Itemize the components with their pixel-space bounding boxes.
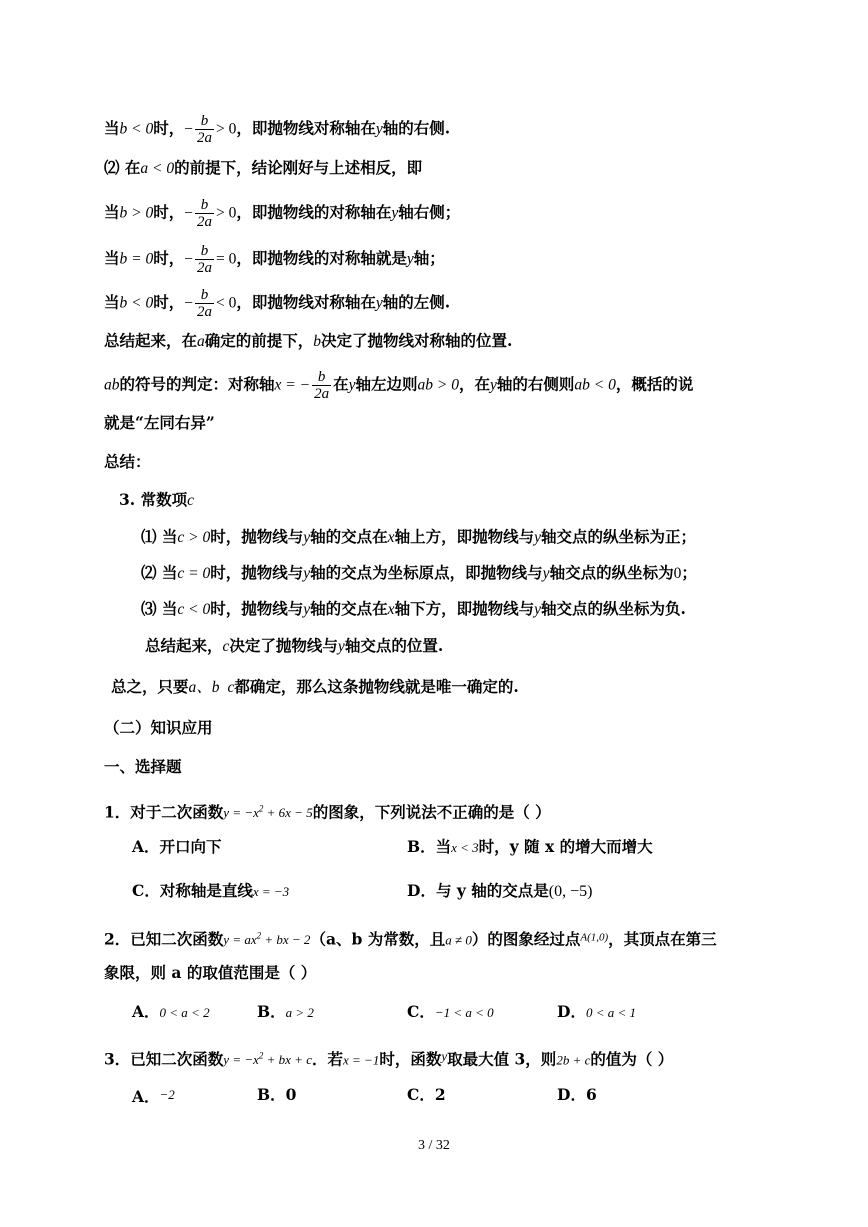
text: ⑴ 当 [141,527,178,546]
heading-constant-term [119,489,194,512]
text: 2．已知二次函数 [104,929,224,949]
line-summary-label [104,451,151,473]
q2-option-c[interactable] [407,1001,494,1024]
q3-option-b[interactable] [257,1084,296,1106]
option-label: D． [557,1002,586,1021]
text: ，即抛物线的对称轴就是 [236,248,407,268]
q1-option-c[interactable] [132,880,289,903]
math-part: + bx + c [263,1052,312,1068]
math-c: c [187,492,194,509]
math-condition: b > 0 [119,204,154,222]
text: 时，抛物线与 [210,599,304,618]
math-value: −2 [159,1087,175,1102]
text: 决定了抛物线对称轴的位置. [321,331,513,350]
math-function [223,932,310,947]
math-minus: − [184,204,193,222]
math-exponent: 2 [258,1051,264,1061]
fraction-denominator: 2a [314,386,330,402]
option-label: A． [132,1002,160,1021]
q2-option-b[interactable] [257,1001,314,1024]
math-condition: ab < 0 [574,376,616,394]
fraction-numerator: b [200,113,209,129]
text: 的符号的判定：对称轴 [119,374,275,394]
math-y: y [337,638,345,655]
text: ，即抛物线对称轴在 [236,118,376,138]
math-minus: − [184,294,193,312]
fraction-numerator: b [200,243,209,259]
line-summary-b [104,330,512,353]
math-y: y [542,565,550,582]
text: 的图象，下列说法不正确的是（ ） [312,802,551,822]
line-c-negative [141,598,686,621]
option-label: A． [132,1087,160,1106]
math-minus: − [184,120,193,138]
math-condition: a ≠ 0 [445,932,472,948]
fraction-denominator: 2a [197,260,212,276]
text: ）的图象经过点 [471,929,581,949]
q1-option-b[interactable] [407,836,653,859]
q2-option-d[interactable] [557,1001,636,1024]
math-exponent: 2 [256,931,262,941]
math-c: c [222,638,230,655]
text: 轴的右侧. [382,118,451,138]
text: 总结起来， [145,636,223,655]
math-condition: x < 3 [451,840,479,855]
text: 轴交点的位置. [344,636,444,655]
math-expression: 2b + c [556,1052,591,1068]
option-label: B． [257,1002,286,1021]
math-y: y [391,204,399,222]
math-condition: c = 0 [177,565,211,582]
text: 决定了抛物线与 [229,636,338,655]
section-heading-multiple-choice [104,756,182,778]
math-condition: b < 0 [119,120,154,138]
math-point: (0, −5) [548,883,593,900]
text: 轴上方，即抛物线与 [394,527,535,546]
math-y: y [303,565,311,582]
question-2-stem [104,925,717,951]
math-y: y [406,250,414,268]
text: 象限，则 a 的取值范围是（ ） [104,963,317,982]
text: （a、b 为常数，且 [310,929,446,949]
text: 1．对于二次函数 [104,802,224,822]
fraction [195,243,214,276]
text: 就是“左同右异” [104,413,215,432]
line-b-negative-a-negative [104,287,450,320]
text: 在 [333,374,349,394]
math-equation: x = −3 [252,884,290,899]
fraction [312,369,331,402]
text: 当 [104,202,120,222]
math-range: 0 < a < 1 [585,1005,636,1020]
text: ，即抛物线的对称轴在 [236,202,392,222]
text: 时， [153,202,185,222]
text: 时，函数 [379,1049,442,1069]
text: 总之，只要 [111,677,189,696]
math-part: y = ax [223,932,257,948]
q3-option-d[interactable] [557,1084,597,1106]
text: ，在 [458,374,490,394]
math-part: + bx − 2 [261,932,311,948]
math-range: −1 < a < 0 [434,1005,494,1020]
math-relation: > 0 [216,120,237,138]
line-left-same-right-different [104,412,215,434]
text: 的前提下，结论刚好与上述相反，即 [174,158,423,177]
math-zero: 0 [673,565,682,582]
math-range: a > 2 [285,1005,314,1020]
math-condition: x = −1 [343,1052,380,1068]
option-text: 时，y 随 x 的增大而增大 [478,837,653,856]
math-condition: ab > 0 [417,376,459,394]
text: （二）知识应用 [104,718,213,737]
math-condition: c < 0 [177,601,211,618]
text: 当 [104,292,120,312]
text: 轴左边则 [355,374,418,394]
text: 当 [104,118,120,138]
line-b-zero [104,243,445,276]
option-text: D．与 y 轴的交点是 [407,881,549,900]
option-text: C．对称轴是直线 [132,881,253,900]
line-c-positive [141,526,696,549]
math-range: 0 < a < 2 [159,1005,210,1020]
text: 一、选择题 [104,757,182,776]
text: 轴下方，即抛物线与 [394,599,535,618]
text: 总结： [104,452,151,471]
text: ．若 [311,1049,343,1069]
math-axis-equation: x = − [274,376,311,394]
math-x: x [387,529,395,546]
math-y: y [375,294,383,312]
fraction-numerator: b [317,369,326,385]
text: 轴的右侧则 [496,374,575,394]
line-summary-c [145,635,443,658]
text: 确定的前提下， [204,331,314,350]
fraction [195,113,214,146]
text: ，其顶点在第三 [608,929,717,949]
section-heading-application [104,717,213,739]
text: ⑵ 在 [104,158,141,177]
fraction-numerator: b [200,287,209,303]
math-condition: a < 0 [140,160,175,177]
text: ⑶ 当 [141,599,178,618]
text: 轴交点的纵坐标为 [549,563,674,582]
math-part: y = −x [223,1052,259,1068]
fraction-numerator: b [200,197,209,213]
math-y: y [375,120,383,138]
math-part: y = −x [223,805,259,821]
math-a: a [197,333,205,350]
text: 时， [153,118,185,138]
text: 轴的交点在 [310,599,388,618]
math-ab: ab [104,376,120,394]
math-minus: − [184,250,193,268]
line-c-zero [141,562,697,585]
fraction [195,197,214,230]
text: 轴交点的纵坐标为正； [540,527,696,546]
text: 轴的交点在 [310,527,388,546]
q3-option-a[interactable] [132,1084,175,1108]
text: 时，抛物线与 [210,563,304,582]
text: 时， [153,248,185,268]
option-text: D．6 [557,1085,597,1104]
math-point: A(1,0) [580,931,609,944]
text: 轴右侧； [398,202,461,222]
math-relation: < 0 [216,294,237,312]
math-y: y [441,1048,448,1064]
math-x: x [387,601,395,618]
text: 时， [153,292,185,312]
text: 都确定，那么这条抛物线就是唯一确定的. [234,677,519,696]
text: 轴； [413,248,445,268]
math-b: b [313,333,322,350]
math-condition: b < 0 [119,294,154,312]
text: ； [681,563,697,582]
q2-option-a[interactable] [132,1001,210,1024]
math-c: c [227,679,235,696]
math-function [223,805,312,820]
fraction-denominator: 2a [197,214,212,230]
text: 轴的交点为坐标原点，即抛物线与 [310,563,543,582]
text: 总结起来，在 [104,331,198,350]
text: ⑵ 当 [141,563,178,582]
question-3-stem [104,1045,673,1071]
question-1-stem [104,798,551,824]
text: ，概括的说 [615,374,694,394]
text: 的值为（ ） [590,1049,674,1069]
math-y: y [303,601,311,618]
text: 取最大值 3，则 [447,1049,557,1069]
page-number: 3 / 32 [418,1138,450,1153]
line-overall-summary [111,676,519,699]
text: 3. 常数项 [119,490,188,509]
text: 轴的左侧. [382,292,451,312]
math-condition: b = 0 [119,250,154,268]
fraction-denominator: 2a [197,304,212,320]
text: 轴交点的纵坐标为负. [540,599,686,618]
fraction-denominator: 2a [197,130,212,146]
math-y: y [303,529,311,546]
option-text: B．0 [257,1085,297,1104]
math-relation: = 0 [216,250,237,268]
option-text: C．2 [407,1085,446,1104]
text: 当 [104,248,120,268]
text: 3．已知二次函数 [104,1049,224,1069]
math-relation: > 0 [216,204,237,222]
math-y: y [489,376,497,394]
line-b-negative-a-positive [104,113,450,146]
line-ab-sign-rule [104,369,693,402]
line-b-positive [104,197,460,230]
math-function [223,1052,312,1067]
option-label: C． [407,1002,435,1021]
q1-option-d[interactable] [407,880,592,903]
math-y: y [534,601,541,618]
math-condition: c > 0 [177,529,211,546]
fraction [195,287,214,320]
math-y: y [348,376,356,394]
math-y: y [534,529,541,546]
q1-option-a[interactable] [132,836,222,858]
line-a-negative-intro [104,157,422,180]
text: ，即抛物线对称轴在 [236,292,376,312]
option-text: B．当 [407,837,452,856]
math-part: + 6x − 5 [263,805,313,821]
option-text: A．开口向下 [132,837,222,856]
math-a-b: a、b [188,679,220,696]
question-2-stem-continued [104,962,316,984]
q3-option-c[interactable] [407,1084,446,1106]
text: 时，抛物线与 [210,527,304,546]
math-exponent: 2 [258,804,264,814]
